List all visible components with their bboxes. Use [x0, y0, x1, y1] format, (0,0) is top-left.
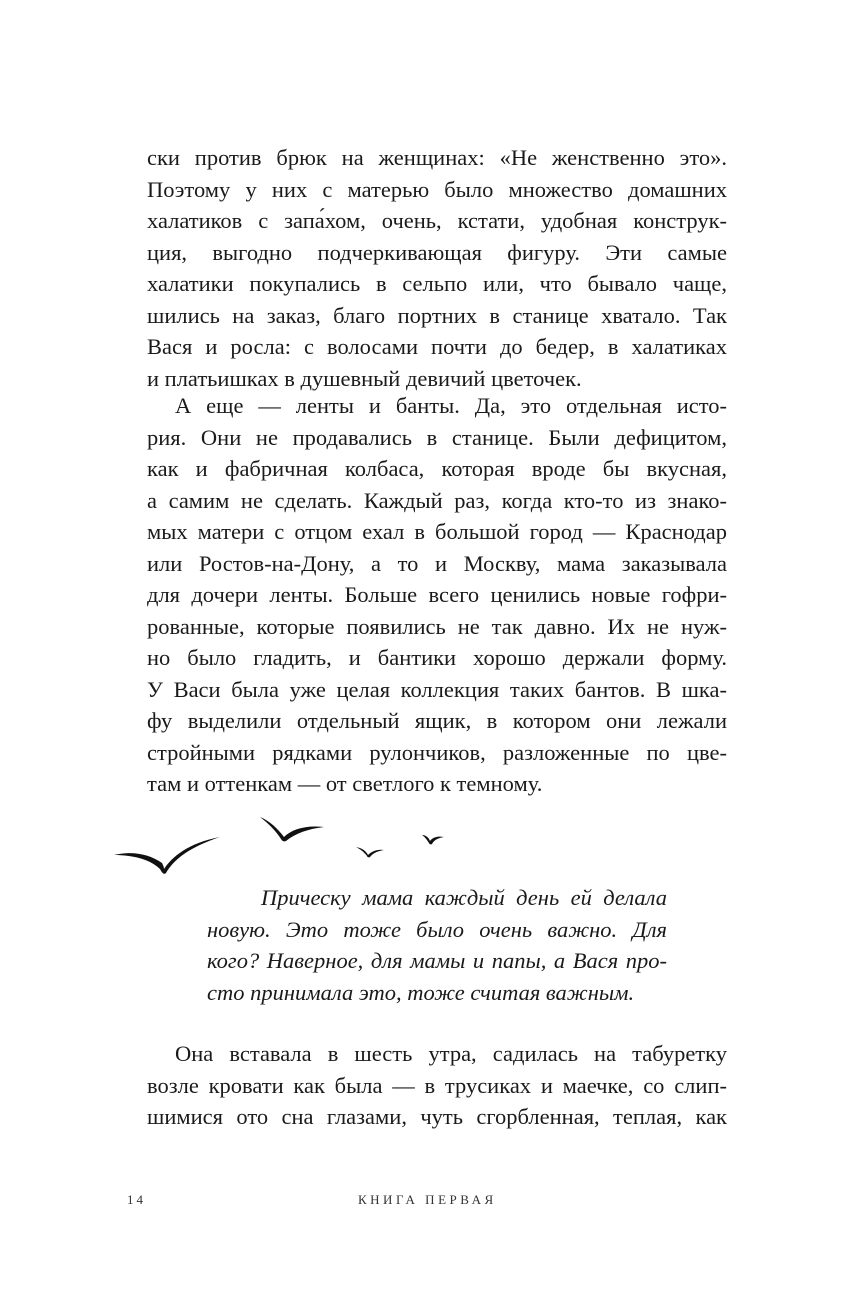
- text-line: Поэтому у них с матерью было множество домашних: [147, 176, 727, 202]
- page-number: 14: [127, 1192, 146, 1207]
- text-line: а самим не сделать. Каждый раз, когда кто-то из знако-: [147, 487, 727, 513]
- text-line: шимися ото сна глазами, чуть сгорбленная, теплая, как: [147, 1104, 727, 1129]
- text-line: как и фабричная колбаса, которая вроде бы вкусная,: [147, 456, 727, 481]
- text-line: фу выделили отдельный ящик, в котором они лежали: [147, 708, 727, 733]
- paragraph-2: [147, 390, 727, 800]
- text-line: ски против брюк на женщинах: «Не женственно это».: [147, 145, 727, 170]
- text-line: или Ростов-на-Дону, а то и Москву, мама заказывала: [147, 550, 727, 576]
- paragraph-1: [147, 142, 727, 394]
- text-line: мых матери с отцом ехал в большой город — Краснодар: [147, 519, 727, 544]
- text-line: шились на заказ, благо портних в станице хватало. Так: [147, 302, 727, 328]
- text-line: возле кровати как была — в трусиках и маечке, со слип-: [147, 1072, 727, 1098]
- text-line: там и оттенкам — от светлого к темному.: [147, 771, 543, 796]
- paragraph-3: [147, 1038, 727, 1133]
- text-line: но было гладить, и бантики хорошо держали форму.: [147, 645, 727, 670]
- text-line: А еще — ленты и банты. Да, это отдельная исто-: [175, 393, 727, 418]
- text-line: халатики покупались в сельпо или, что бывало чаще,: [147, 271, 727, 296]
- quote-line: кого? Наверное, для мамы и папы, а Вася про-: [207, 948, 667, 973]
- bird-large-icon: [114, 837, 220, 874]
- text-line: Она вставала в шесть утра, садилась на табуретку: [175, 1041, 727, 1066]
- text-line: ция, выгодно подчеркивающая фигуру. Эти самые: [147, 239, 727, 265]
- italic-quote: [207, 882, 667, 1008]
- bird-small-icon: [356, 847, 384, 857]
- bird-medium-icon: [260, 817, 324, 841]
- quote-line: сто принимала это, тоже считая важным.: [207, 979, 635, 1005]
- text-line: рия. Они не продавались в станице. Были дефицитом,: [147, 424, 727, 450]
- text-line: халатиков с запа́хом, очень, кстати, удобная конструк-: [147, 208, 727, 233]
- text-line: для дочери ленты. Больше всего ценились новые гофри-: [147, 582, 727, 607]
- text-line: Вася и росла: с волосами почти до бедер, в халатиках: [147, 334, 727, 359]
- birds-ornament: [110, 805, 460, 885]
- text-line: стройными рядками рулончиков, разложенные по цве-: [147, 739, 727, 765]
- quote-line: новую. Это тоже было очень важно. Для: [207, 916, 667, 942]
- text-line: рованные, которые появились не так давно. Их не нуж-: [147, 613, 727, 639]
- text-line: У Васи была уже целая коллекция таких бантов. В шка-: [147, 676, 727, 702]
- bird-tiny-icon: [422, 835, 444, 844]
- quote-line: Прическу мама каждый день ей делала: [261, 885, 667, 910]
- running-head: КНИГА ПЕРВАЯ: [358, 1192, 497, 1207]
- text-line: и платьишках в душевный девичий цветочек.: [147, 365, 582, 391]
